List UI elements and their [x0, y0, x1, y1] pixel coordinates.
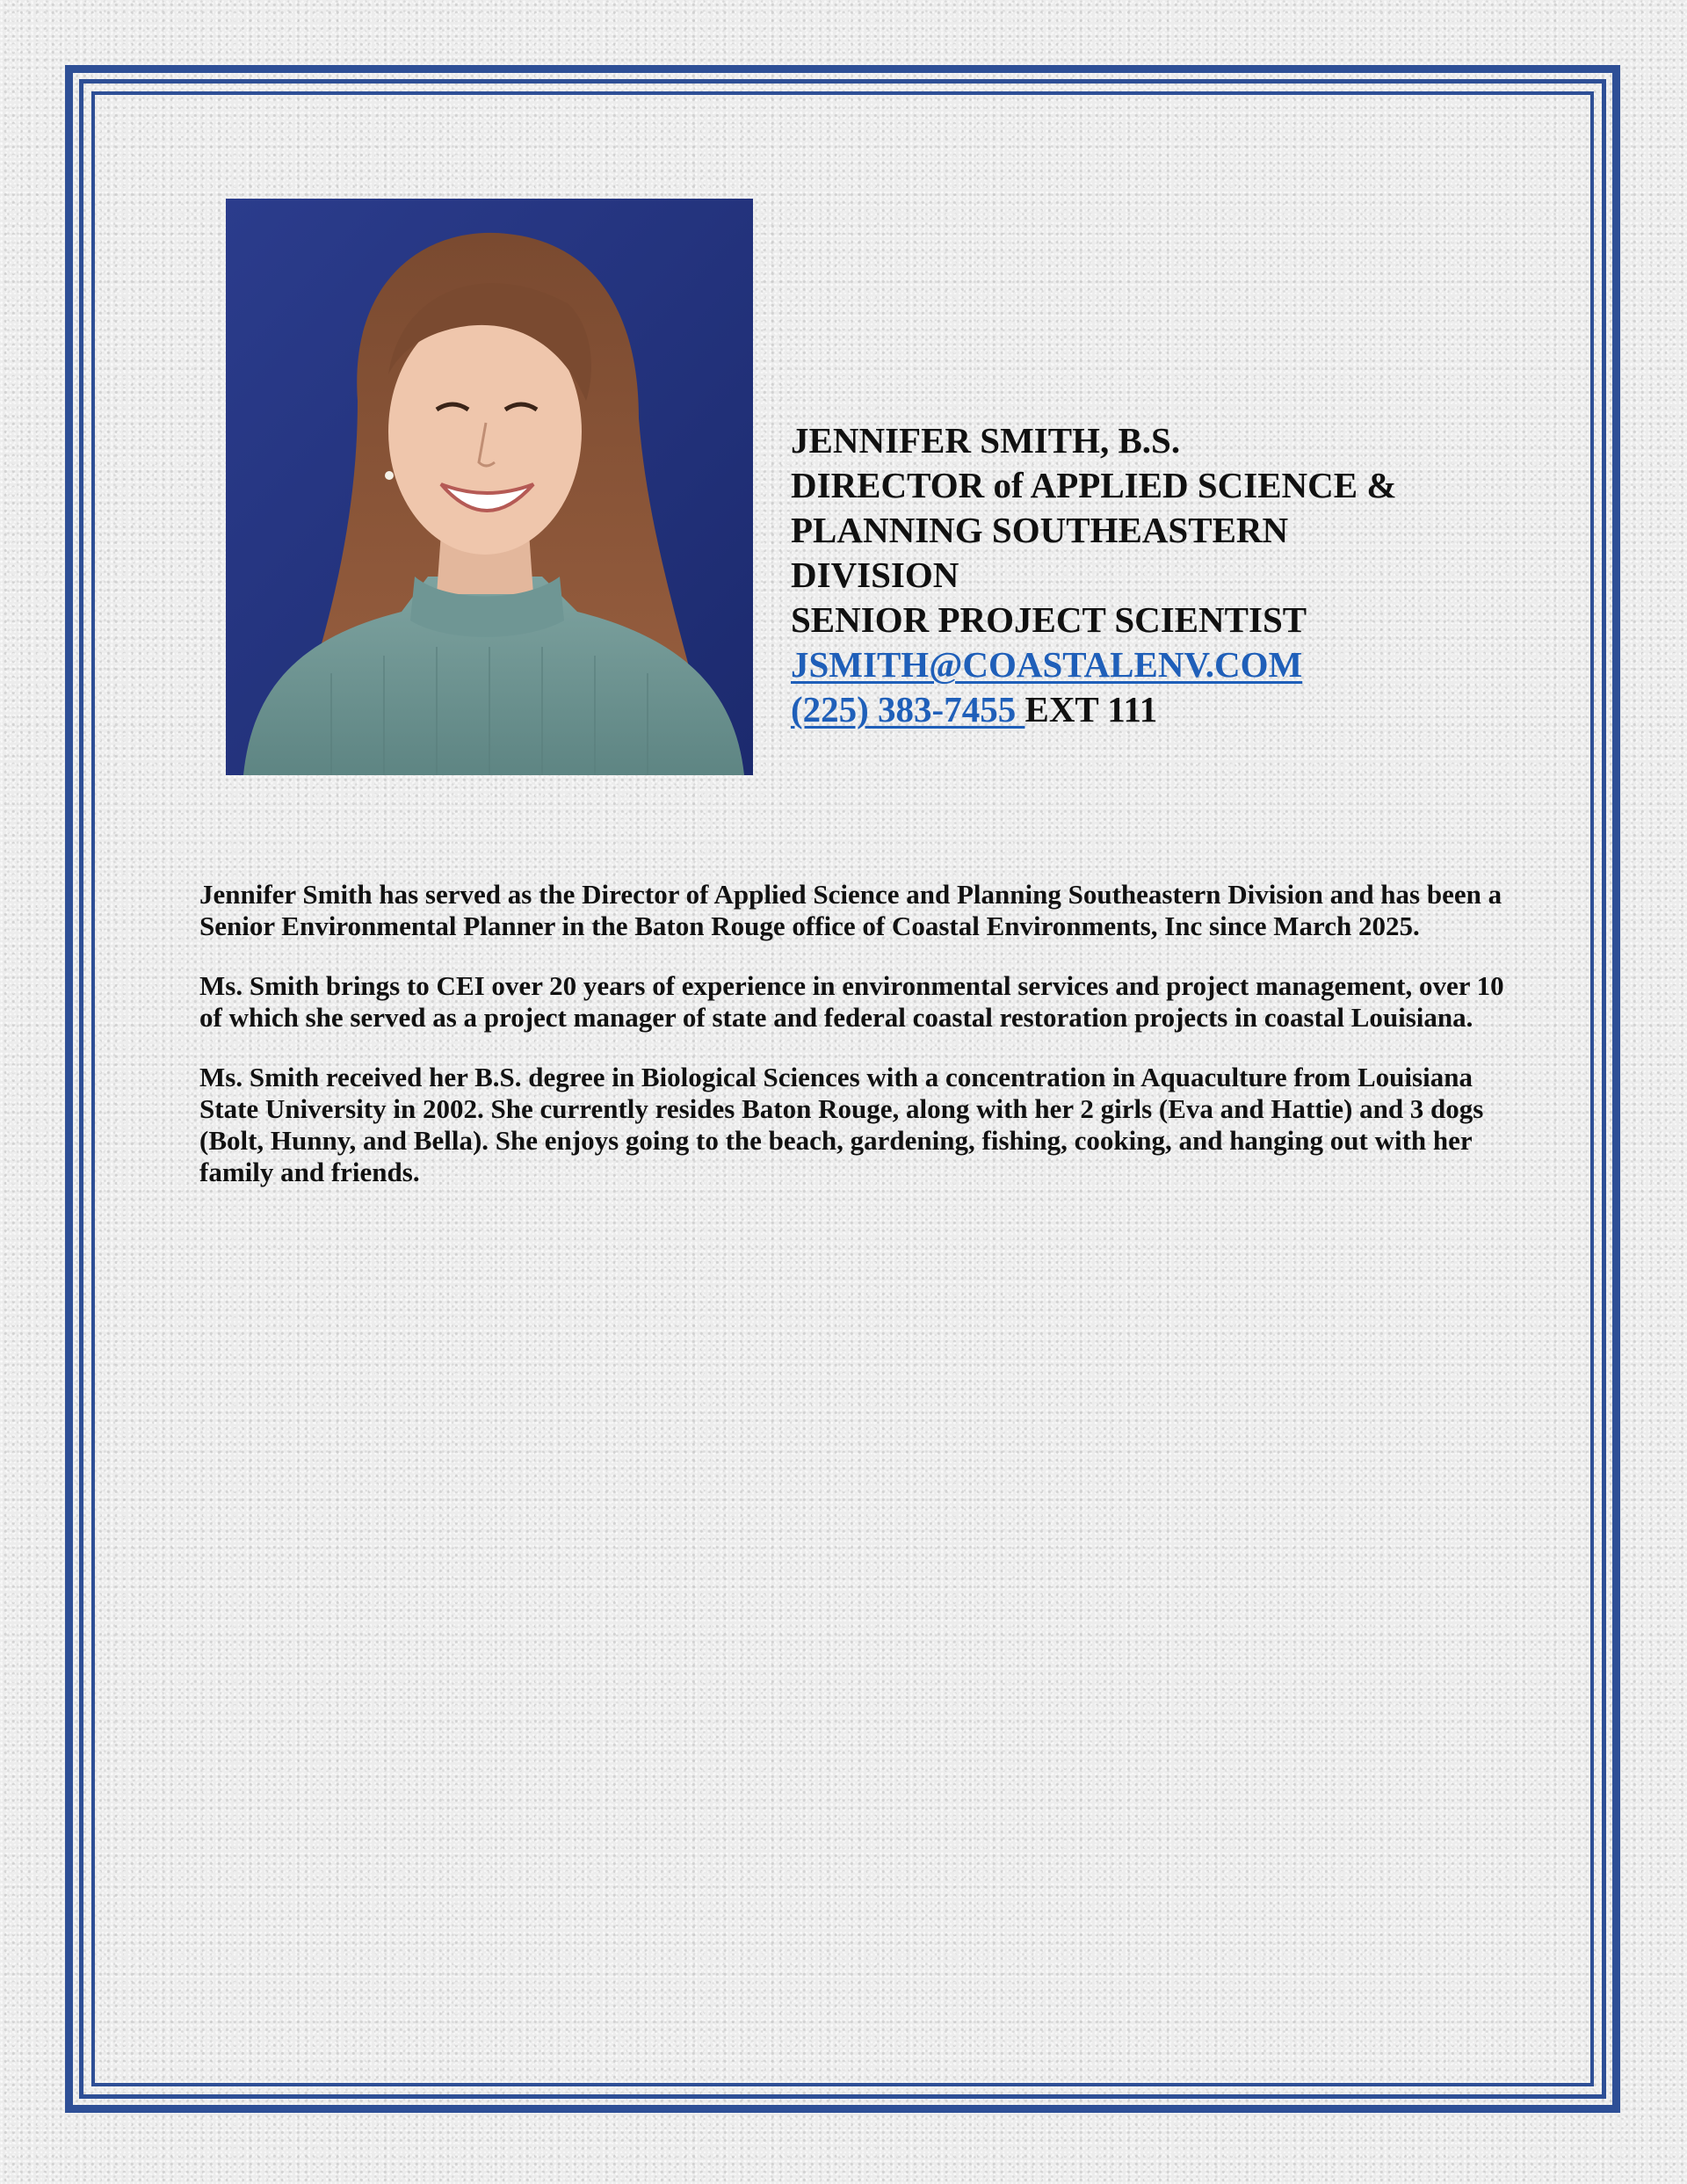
job-role: SENIOR PROJECT SCIENTIST: [791, 599, 1307, 640]
phone-link[interactable]: (225) 383-7455: [791, 689, 1025, 729]
job-title-line-3: DIVISION: [791, 555, 959, 595]
phone-line: [791, 687, 1494, 732]
bio-paragraph-3: Ms. Smith received her B.S. degree in Biological Sciences with a concentration in Aquaculture from Louisiana State University in 2002. She currently resides Baton Rouge, along with her 2 girls (Eva and Hattie) and 3 dogs (Bolt, Hunny, and Bella). She enjoys going to the beach, gardening, fishing, cooking, and hanging out with her family and friends.: [199, 1062, 1484, 1187]
email-line: [791, 642, 1494, 687]
phone-extension: EXT 111: [1025, 689, 1158, 729]
job-title-line-2: PLANNING SOUTHEASTERN: [791, 510, 1289, 550]
email-link[interactable]: JSMITH@COASTALENV.COM: [791, 644, 1303, 685]
bio-paragraph-1: Jennifer Smith has served as the Director of Applied Science and Planning Southeastern Division and has been a Senior Environmental Planner in the Baton Rouge office of Coastal Environments, Inc since March 2025.: [199, 879, 1502, 941]
job-title-line-1: DIRECTOR of APPLIED SCIENCE &: [791, 465, 1397, 505]
profile-photo: [226, 199, 753, 775]
bio-paragraph-2: Ms. Smith brings to CEI over 20 years of experience in environmental services and project management, over 10 of which she served as a project manager of state and federal coastal restoration projects in coastal Louisiana.: [199, 970, 1504, 1033]
person-name: JENNIFER SMITH, B.S.: [791, 420, 1181, 461]
contact-header: [791, 418, 1494, 732]
portrait-photo-icon: [226, 199, 753, 775]
biography: [199, 879, 1517, 1216]
